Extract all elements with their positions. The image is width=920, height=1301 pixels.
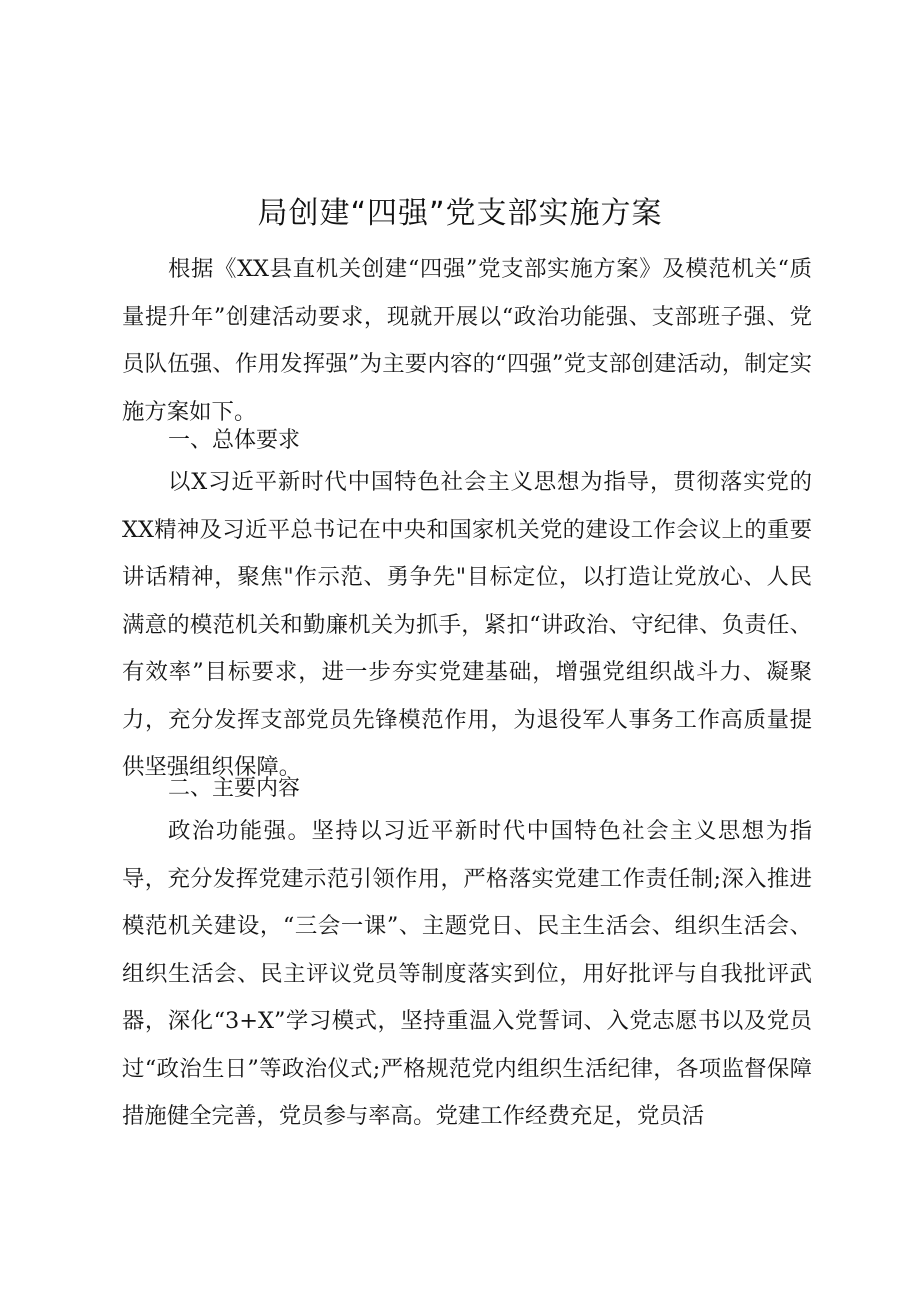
section-paragraph-main-content: 政治功能强。坚持以习近平新时代中国特色社会主义思想为指导，充分发挥党建示范引领作用，严格落实党建工作责任制;深入推进模范机关建设，“三会一课”、主题党日、民主生活会、组织生活会、组织生活会、民主评议党员等制度落实到位，用好批评与自我批评武器，深化“3+X”学习模式，坚持重温入党誓词、入党志愿书以及党员过“政治生日”等政治仪式;严格规范党内组织生活纪律，各项监督保障措施健全完善，党员参与率高。党建工作经费充足，党员活	[122, 818, 812, 1129]
document-title: 局创建“四强”党支部实施方案	[257, 196, 663, 231]
intro-paragraph: 根据《XX县直机关创建“四强”党支部实施方案》及模范机关“质量提升年”创建活动要求，现就开展以“政治功能强、支部班子强、党员队伍强、作用发挥强”为主要内容的“四强”党支部创建活动，制定实施方案如下。	[122, 256, 812, 425]
section-paragraph-general-requirements: 以X习近平新时代中国特色社会主义思想为指导，贯彻落实党的XX精神及习近平总书记在中央和国家机关党的建设工作会议上的重要讲话精神，聚焦"作示范、勇争先"目标定位，以打造让党放心、人民满意的模范机关和勤廉机关为抓手，紧扣“讲政治、守纪律、负责任、有效率”目标要求，进一步夯实党建基础，增强党组织战斗力、凝聚力，充分发挥支部党员先锋模范作用，为退役军人事务工作高质量提供坚强组织保障。	[122, 469, 812, 780]
section-heading-main-content: 二、主要内容	[168, 776, 301, 801]
section-heading-general-requirements: 一、总体要求	[168, 428, 301, 453]
